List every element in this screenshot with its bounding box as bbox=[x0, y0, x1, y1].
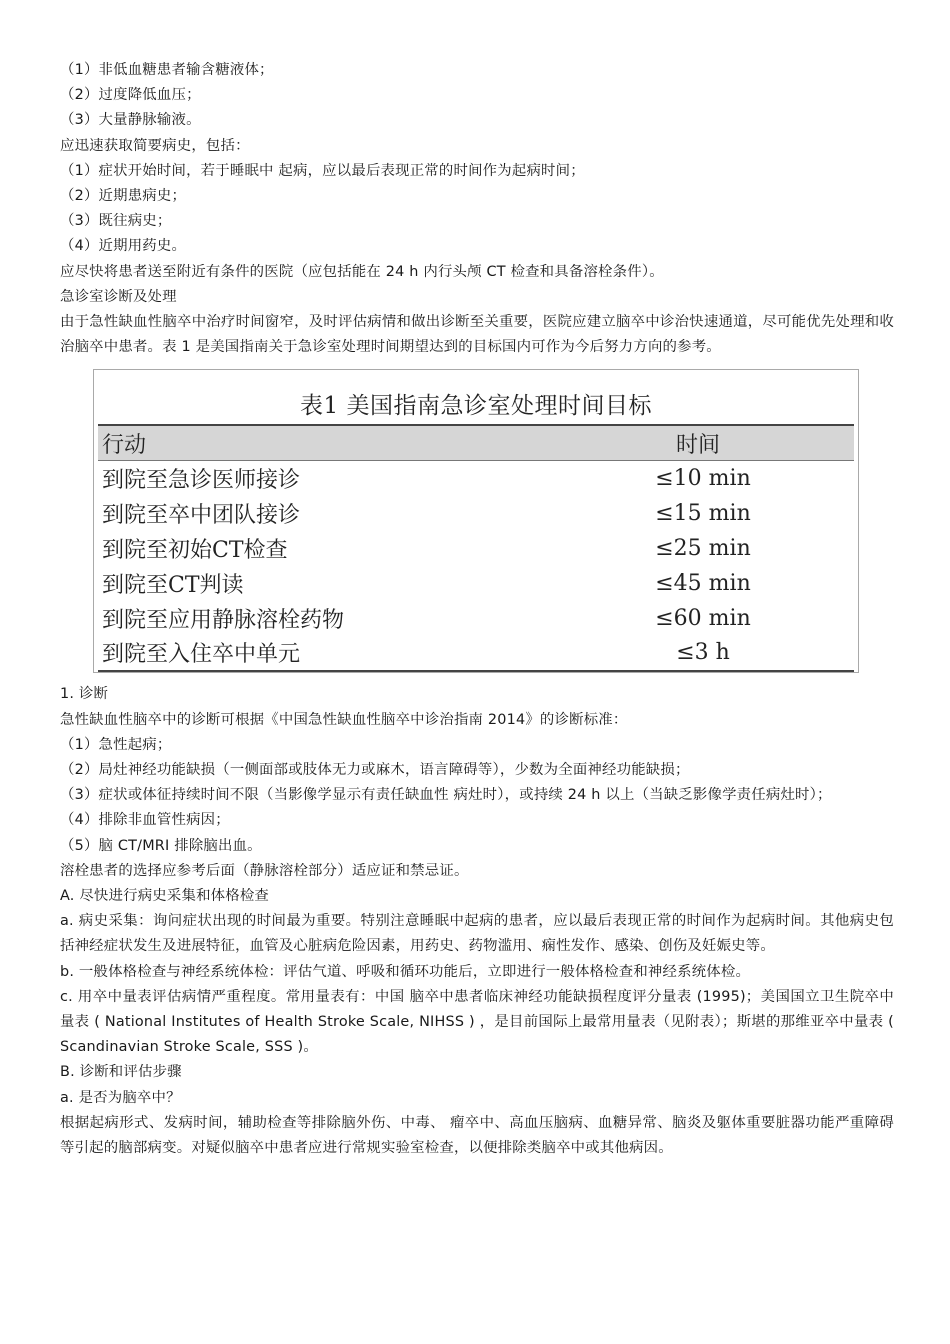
row-action: 到院至急诊医师接诊 bbox=[102, 468, 301, 494]
history-paragraph: a. 病史采集：询问症状出现的时间最为重要。特别注意睡眠中起病的患者，应以最后表现正常的时间作为起病时间。其他病史包括神经症状发生及进展特征，血管及心脏病危险因素，用药史、药物滥用、痫性发作、感染、创伤及妊娠史等。 bbox=[60, 913, 894, 955]
document-page bbox=[60, 58, 894, 1161]
section-heading: 急诊室诊断及处理 bbox=[60, 288, 177, 305]
text-line: （4）近期用药史。 bbox=[60, 238, 187, 255]
row-time: ≤15 min bbox=[655, 501, 751, 527]
text-line: （2）近期患病史； bbox=[60, 188, 187, 205]
text-line: a. 是否为脑卒中？ bbox=[60, 1089, 181, 1106]
table-caption: 表1 美国指南急诊室处理时间目标 bbox=[300, 393, 652, 420]
row-action: 到院至入住卒中单元 bbox=[98, 635, 542, 671]
row-time: ≤10 min bbox=[655, 466, 751, 492]
row-action: 到院至卒中团队接诊 bbox=[102, 503, 301, 529]
time-target-table-figure bbox=[93, 369, 859, 673]
text-line: 急性缺血性脑卒中的诊断可根据《中国急性缺血性脑卒中诊治指南 2014》的诊断标准： bbox=[60, 711, 628, 728]
final-paragraph: 根据起病形式、发病时间，辅助检查等排除脑外伤、中毒、 瘤卒中、高血压脑病、血糖异常、脑炎及躯体重要脏器功能严重障碍等引起的脑部病变。对疑似脑卒中患者应进行常规实验室检查，以便排除类脑卒中或其他病因。 bbox=[60, 1114, 894, 1157]
section-heading: 1. 诊断 bbox=[60, 686, 109, 703]
row-time: ≤45 min bbox=[655, 570, 751, 596]
text-line: （3）大量静脉输液。 bbox=[60, 112, 201, 129]
text-line: 应迅速获取简要病史，包括： bbox=[60, 137, 250, 154]
table-row bbox=[98, 461, 854, 496]
criteria-paragraph: （3）症状或体征持续时间不限（当影像学显示有责任缺血性 病灶时），或持续 24 h 以上（当缺乏影像学责任病灶时）； bbox=[60, 787, 832, 804]
text-line: （1）急性起病； bbox=[60, 736, 172, 753]
row-time: ≤3 h bbox=[542, 635, 854, 671]
text-line: （1）非低血糖患者输含糖液体； bbox=[60, 62, 274, 78]
table-row bbox=[98, 601, 854, 636]
row-time: ≤60 min bbox=[655, 605, 751, 631]
header-time: 时间 bbox=[675, 432, 720, 458]
time-target-table bbox=[98, 424, 854, 672]
text-line: （4）排除非血管性病因； bbox=[60, 812, 230, 829]
text-line: b. 一般体格检查与神经系统体检：评估气道、呼吸和循环功能后，立即进行一般体格检查和神经系统体检。 bbox=[60, 963, 751, 980]
row-time: ≤25 min bbox=[655, 535, 751, 561]
text-line: （5）脑 CT/MRI 排除脑出血。 bbox=[60, 837, 262, 854]
section-heading: B. 诊断和评估步骤 bbox=[60, 1064, 182, 1081]
intro-paragraph: 由于急性缺血性脑卒中治疗时间窗窄，及时评估病情和做出诊断至关重要，医院应建立脑卒中诊治快速通道，尽可能优先处理和收治脑卒中患者。表 1 是美国指南关于急诊室处理时间期望达到的目标国内可作为今后努力方向的参考。 bbox=[60, 314, 894, 356]
row-action: 到院至CT判读 bbox=[102, 572, 244, 598]
table-row bbox=[98, 531, 854, 566]
table-row bbox=[98, 566, 854, 601]
table-header-row bbox=[98, 425, 854, 461]
row-action: 到院至初始CT检查 bbox=[102, 537, 288, 563]
table-row bbox=[98, 635, 854, 671]
header-action: 行动 bbox=[102, 432, 147, 458]
scale-paragraph: c. 用卒中量表评估病情严重程度。常用量表有：中国 脑卒中患者临床神经功能缺损程度评分量表 (1995)；美国国立卫生院卒中量表 ( National Institutes of Health Stroke Scale, NIHSS ) ，是目前国际上最常用量表（见附表）；斯堪的那维亚卒中量表 ( Scandinavian Stroke Scale, SSS )。 bbox=[60, 988, 894, 1056]
text-line: （2）过度降低血压； bbox=[60, 87, 201, 104]
text-line: （2）局灶神经功能缺损（一侧面部或肢体无力或麻木，语言障碍等），少数为全面神经功能缺损； bbox=[60, 762, 690, 779]
text-line: （3）既往病史； bbox=[60, 213, 172, 230]
section-heading: A. 尽快进行病史采集和体格检查 bbox=[60, 888, 270, 905]
text-line: 溶栓患者的选择应参考后面（静脉溶栓部分）适应证和禁忌证。 bbox=[60, 862, 469, 879]
row-action: 到院至应用静脉溶栓药物 bbox=[102, 607, 345, 633]
table-row bbox=[98, 496, 854, 531]
text-line: 应尽快将患者送至附近有条件的医院（应包括能在 24 h 内行头颅 CT 检查和具备溶栓条件）。 bbox=[60, 263, 664, 280]
text-line: （1）症状开始时间，若于睡眠中 起病，应以最后表现正常的时间作为起病时间； bbox=[60, 162, 585, 179]
